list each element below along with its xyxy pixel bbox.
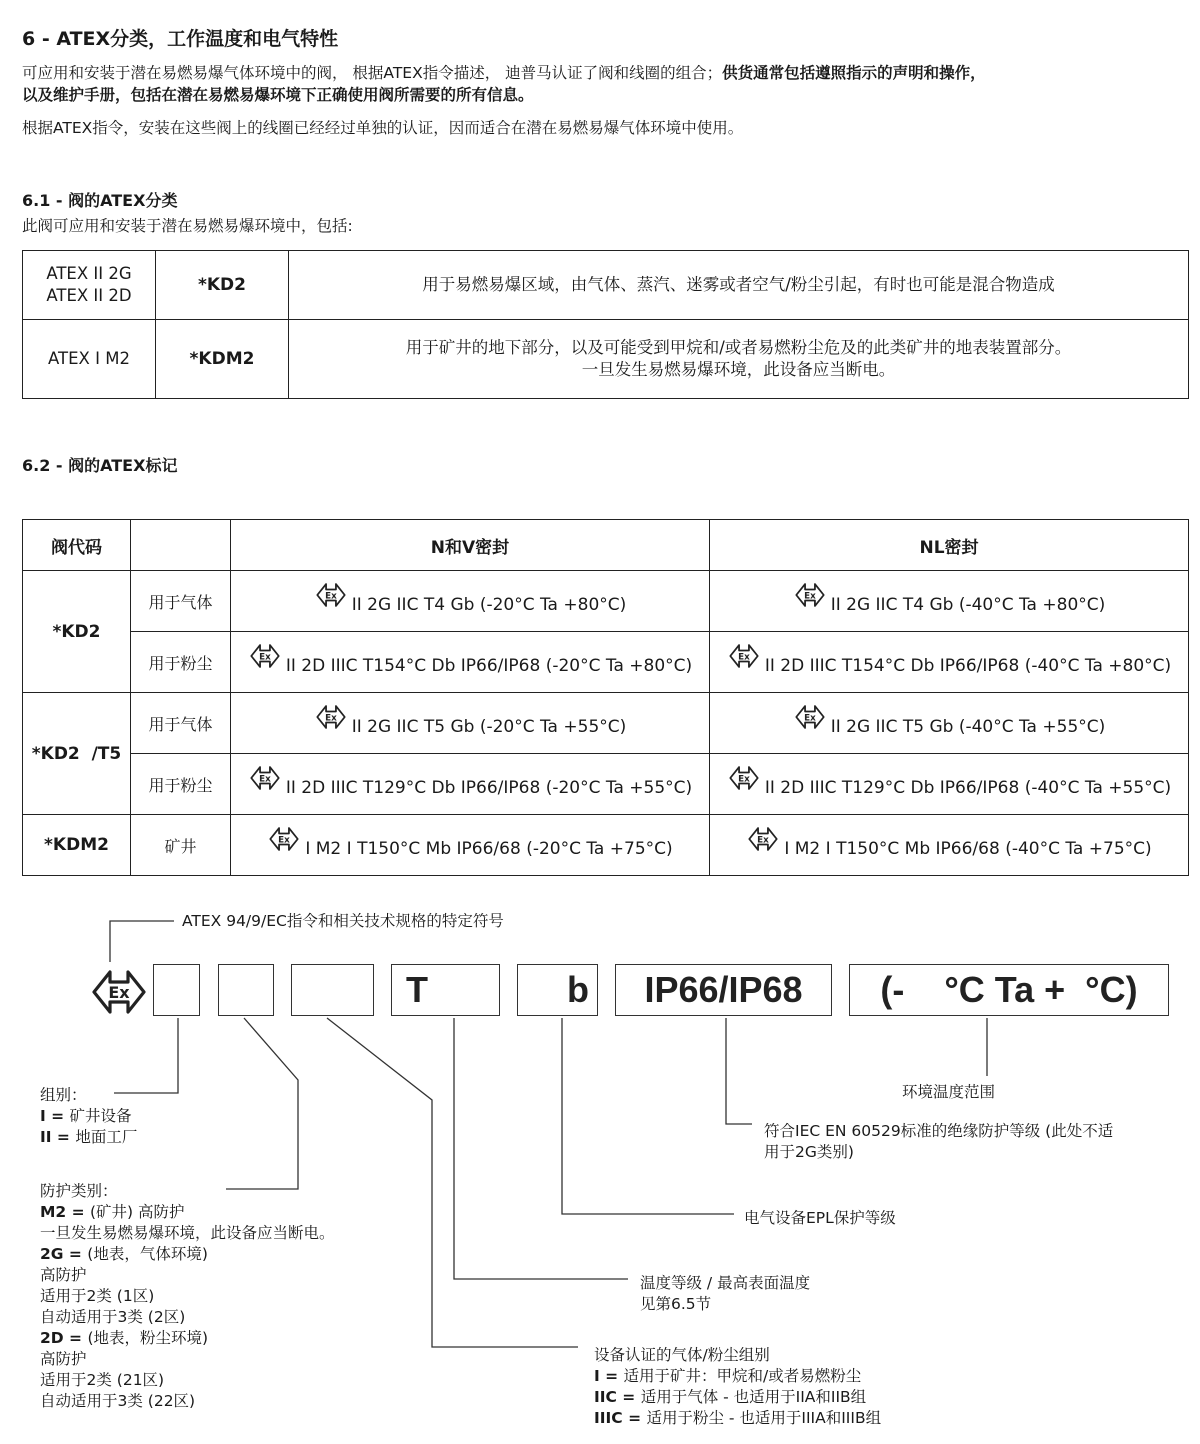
gas-group-line: IIC = 适用于气体 - 也适用于IIA和IIB组 — [594, 1388, 867, 1406]
svg-text:Ex: Ex — [278, 834, 291, 845]
group-line: I = 矿井设备 — [40, 1107, 132, 1125]
marking-text: II 2G IIC T4 Gb (-20°C Ta +80°C) — [351, 595, 627, 615]
marking-text: II 2G IIC T5 Gb (-40°C Ta +55°C) — [830, 717, 1106, 737]
svg-text:Ex: Ex — [757, 834, 770, 845]
paragraph-bold-text: 供货通常包括遵照指示的声明和操作， — [722, 64, 986, 82]
group-box — [153, 964, 200, 1016]
temperature-class-line: 见第6.5节 — [640, 1295, 712, 1313]
category-box — [218, 964, 274, 1016]
group-line: II = 地面工厂 — [40, 1128, 138, 1146]
valve-code-cell: *KD2 — [156, 251, 289, 320]
marking-text: I M2 I T150°C Mb IP66/68 (-40°C Ta +75°C) — [784, 839, 1152, 859]
gas-group-box — [291, 964, 374, 1016]
category-line: ATEX II 2D — [46, 286, 132, 305]
ex-symbol-text: Ex — [108, 983, 130, 1002]
svg-text:Ex: Ex — [738, 651, 750, 662]
temperature-class-line: 温度等级 / 最高表面温度 — [640, 1274, 811, 1292]
use-cell: 用于气体 — [131, 571, 231, 632]
protection-title: 防护类别： — [40, 1182, 118, 1200]
protection-2g: 2G = (地表，气体环境) — [40, 1245, 208, 1263]
section-6-2-title: 6.2 - 阀的ATEX标记 — [22, 456, 178, 475]
marking-text: II 2D IIIC T129°C Db IP66/IP68 (-20°C Ta +55°C) — [285, 778, 693, 798]
protection-2d-line: 自动适用于3类 (22区) — [40, 1392, 196, 1410]
group-title: 组别： — [40, 1086, 87, 1104]
svg-text:Ex: Ex — [324, 712, 337, 723]
protection-2d-line: 高防护 — [40, 1350, 87, 1368]
gas-group-title: 设备认证的气体/粉尘组别 — [594, 1346, 770, 1364]
section-6-1-intro: 此阀可应用和安装于潜在易燃易爆环境中，包括: — [22, 217, 353, 235]
gas-group-line: IIIC = 适用于粉尘 - 也适用于IIIA和IIIB组 — [594, 1409, 882, 1427]
category-cell: ATEX I M2 — [23, 320, 156, 399]
specific-symbol-label: ATEX 94/9/EC指令和相关技术规格的特定符号 — [182, 912, 504, 930]
protection-2g-line: 高防护 — [40, 1266, 87, 1284]
marking-text: II 2D IIIC T154°C Db IP66/IP68 (-20°C Ta +80°C) — [285, 656, 693, 676]
description-line: 用于矿井的地下部分，以及可能受到甲烷和/或者易燃粉尘危及的此类矿井的地表装置部分。 — [405, 338, 1072, 357]
gas-group-legend — [594, 1345, 881, 1429]
ex-symbol-large — [94, 972, 144, 1012]
protection-m2-note: 一旦发生易燃易爆环境，此设备应当断电。 — [40, 1224, 335, 1242]
use-cell: 用于气体 — [131, 693, 231, 754]
epl-label: 电气设备EPL保护等级 — [744, 1209, 896, 1227]
protection-m2: M2 = (矿井) 高防护 — [40, 1203, 185, 1221]
svg-text:Ex: Ex — [738, 773, 750, 784]
epl-box: b — [517, 964, 598, 1016]
valve-code-cell: *KD2 — [23, 571, 131, 693]
valve-code-cell: *KDM2 — [23, 815, 131, 876]
svg-text:Ex: Ex — [803, 590, 816, 601]
category-line: ATEX II 2G — [46, 264, 132, 283]
use-cell: 用于粉尘 — [131, 632, 231, 693]
svg-text:Ex: Ex — [259, 651, 271, 662]
use-cell: 用于粉尘 — [131, 754, 231, 815]
use-cell: 矿井 — [131, 815, 231, 876]
section-6-title: 6 - ATEX分类，工作温度和电气特性 — [22, 28, 339, 50]
section-6-paragraph-2: 根据ATEX指令，安装在这些阀上的线圈已经经过单独的认证，因而适合在潜在易燃易爆气体环境中使用。 — [22, 119, 744, 137]
temperature-class-label — [640, 1273, 810, 1315]
insulation-line: 符合IEC EN 60529标准的绝缘防护等级 (此处不适 — [764, 1122, 1114, 1140]
ip-rating-box: IP66/IP68 — [615, 964, 832, 1016]
header-valve-code: 阀代码 — [23, 520, 131, 571]
paragraph-bold-text: 以及维护手册，包括在潜在易燃易爆环境下正确使用阀所需要的所有信息。 — [22, 86, 534, 104]
section-6-1-title: 6.1 - 阀的ATEX分类 — [22, 191, 178, 210]
insulation-label — [764, 1121, 1113, 1163]
marking-text: II 2D IIIC T129°C Db IP66/IP68 (-40°C Ta +55°C) — [764, 778, 1172, 798]
protection-legend — [40, 1181, 335, 1412]
protection-2g-line: 自动适用于3类 (2区) — [40, 1308, 186, 1326]
valve-code-cell: *KDM2 — [156, 320, 289, 399]
header-nl-seal: NL密封 — [710, 520, 1189, 571]
header-nv-seal: N和V密封 — [231, 520, 710, 571]
protection-2g-line: 适用于2类 (1区) — [40, 1287, 155, 1305]
svg-text:Ex: Ex — [803, 712, 816, 723]
protection-2d-line: 适用于2类 (21区) — [40, 1371, 165, 1389]
description-cell: 用于易燃易爆区域，由气体、蒸汽、迷雾或者空气/粉尘引起，有时也可能是混合物造成 — [289, 251, 1189, 320]
svg-text:Ex: Ex — [259, 773, 271, 784]
ambient-temperature-box: (- °C Ta + °C) — [849, 964, 1169, 1016]
temperature-class-box: T — [391, 964, 500, 1016]
svg-text:Ex: Ex — [324, 590, 337, 601]
marking-text: I M2 I T150°C Mb IP66/68 (-20°C Ta +75°C) — [305, 839, 673, 859]
marking-text: II 2G IIC T4 Gb (-40°C Ta +80°C) — [830, 595, 1106, 615]
valve-code-cell: *KD2 /T5 — [23, 693, 131, 815]
group-legend — [40, 1085, 137, 1148]
ambient-temperature-label: 环境温度范围 — [902, 1083, 996, 1101]
description-line: 一旦发生易燃易爆环境，此设备应当断电。 — [581, 360, 896, 379]
gas-group-line: I = 适用于矿井：甲烷和/或者易燃粉尘 — [594, 1367, 862, 1385]
paragraph-normal-text: 可应用和安装于潜在易燃易爆气体环境中的阀， 根据ATEX指令描述， 迪普马认证了阀和线圈的组合； — [22, 64, 723, 82]
marking-text: II 2D IIIC T154°C Db IP66/IP68 (-40°C Ta +80°C) — [764, 656, 1172, 676]
protection-2d: 2D = (地表，粉尘环境) — [40, 1329, 209, 1347]
insulation-line: 用于2G类别) — [764, 1143, 854, 1161]
marking-text: II 2G IIC T5 Gb (-20°C Ta +55°C) — [351, 717, 627, 737]
